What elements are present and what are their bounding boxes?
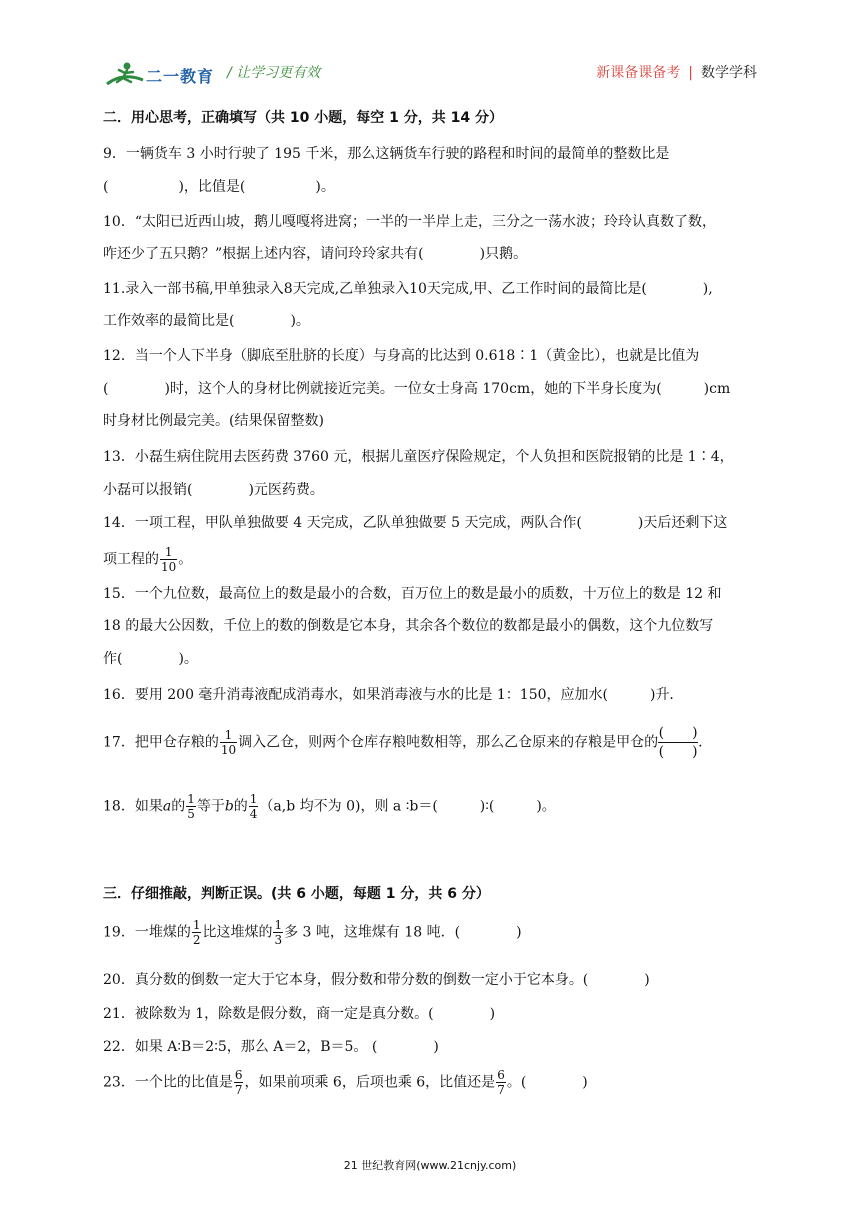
q20-line: 20．真分数的倒数一定大于它本身，假分数和带分数的倒数一定小于它本身。( ) bbox=[103, 972, 650, 988]
logo-text: 二一教育 bbox=[146, 67, 215, 86]
header-tag-subject: 数学学科 bbox=[701, 65, 757, 81]
q9-line-1: 9．一辆货车 3 小时行驶了 195 千米，那么这辆货车行驶的路程和时间的最简单的整数比是 bbox=[103, 146, 670, 162]
q14-text-b: 。 bbox=[178, 551, 193, 568]
q18-text-b: 的 bbox=[171, 798, 186, 815]
q12-line-3: 时身材比例最完美。(结果保留整数) bbox=[103, 413, 324, 429]
q23-text-a: 23．一个比的比值是 bbox=[103, 1074, 233, 1091]
q17-text-c: . bbox=[698, 734, 703, 751]
q19-text-b: 比这堆煤的 bbox=[202, 924, 273, 941]
q19-text-c: 多 3 吨，这堆煤有 18 吨．( ) bbox=[284, 924, 522, 941]
q16-line: 16．要用 200 毫升消毒液配成消毒水，如果消毒液与水的比是 1：150，应加水( )升． bbox=[103, 687, 684, 703]
q14-line-1: 14．一项工程，甲队单独做要 4 天完成，乙队单独做要 5 天完成，两队合作( )天后还剩下这 bbox=[103, 515, 728, 531]
q19-fraction-1 bbox=[192, 918, 202, 947]
q19-frac1-numerator: 1 bbox=[192, 918, 201, 932]
q10-line-2: 咋还少了五只鹅？”根据上述内容，请问玲玲家共有( )只鹅。 bbox=[103, 246, 528, 262]
q17-fraction bbox=[220, 728, 237, 757]
q19-frac2-numerator: 1 bbox=[274, 918, 283, 932]
q18-var-a: a bbox=[162, 798, 172, 815]
q17-text-b: 调入乙仓，则两个仓库存粮吨数相等，那么乙仓原来的存粮是甲仓的 bbox=[238, 734, 659, 751]
q19-fraction-2 bbox=[273, 918, 283, 947]
q13-line-1: 13．小磊生病住院用去医药费 3760 元，根据儿童医疗保险规定，个人负担和医院报销的比是 1∶4， bbox=[103, 449, 734, 465]
q11-line-2: 工作效率的最简比是( )。 bbox=[103, 313, 310, 329]
q18-text-d: 的 bbox=[233, 798, 248, 815]
q14-text-a: 项工程的 bbox=[103, 551, 159, 568]
q18-var-b: b bbox=[224, 798, 234, 815]
q15-line-3: 作( )。 bbox=[103, 651, 198, 667]
section-3-title: 三．仔细推敲，判断正误。(共 6 小题，每题 1 分，共 6 分） bbox=[103, 886, 490, 902]
q18-frac1-denominator: 5 bbox=[187, 807, 195, 821]
q23-frac2-denominator: 7 bbox=[497, 1083, 505, 1097]
q19-frac1-denominator: 2 bbox=[192, 933, 201, 947]
q18-line bbox=[103, 792, 556, 821]
q15-line-1: 15．一个九位数，最高位上的数是最小的合数，百万位上的数是最小的质数，十万位上的数是 12 和 bbox=[103, 586, 722, 602]
q18-text-a: 18．如果 bbox=[103, 798, 163, 815]
q23-fraction-1 bbox=[234, 1068, 244, 1097]
q23-fraction-2 bbox=[496, 1068, 506, 1097]
q17-blank-numerator: ( ) bbox=[658, 725, 698, 741]
q18-frac2-denominator: 4 bbox=[249, 807, 258, 821]
q18-fraction-2 bbox=[249, 792, 259, 821]
q18-frac2-numerator: 1 bbox=[249, 792, 258, 806]
page-header bbox=[0, 0, 860, 100]
q23-text-b: ，如果前项乘 6，后项也乘 6，比值还是 bbox=[244, 1074, 496, 1091]
q15-line-2: 18 的最大公因数，千位上的数的倒数是它本身，其余各个数位的数都是最小的偶数，这个九位数写 bbox=[103, 618, 714, 634]
q17-text-a: 17．把甲仓存粮的 bbox=[103, 734, 219, 751]
q14-line-2 bbox=[103, 545, 192, 574]
q17-blank-fraction bbox=[658, 724, 698, 761]
header-tag-prepare: 新课备课备考 bbox=[596, 65, 681, 81]
q10-line-1: 10．“太阳已近西山坡，鹅儿嘎嘎将进窝；一半的一半岸上走，三分之一荡水波；玲玲认真数了数， bbox=[103, 214, 716, 230]
q21-line: 21．被除数为 1，除数是假分数，商一定是真分数。( ) bbox=[103, 1006, 496, 1022]
slogan: / 让学习更有效 bbox=[227, 65, 321, 81]
q23-text-c: 。( ) bbox=[506, 1074, 588, 1091]
q18-text-e: （a,b 均不为 0)，则 a ∶b＝( )∶( )。 bbox=[259, 798, 556, 815]
q14-frac-denominator: 10 bbox=[161, 560, 177, 574]
q19-frac2-denominator: 3 bbox=[274, 933, 283, 947]
q18-frac1-numerator: 1 bbox=[187, 792, 195, 806]
page-footer: 21 世纪教育网(www.21cnjy.com) bbox=[343, 1159, 517, 1172]
q9-line-2: ( )，比值是( )。 bbox=[103, 179, 335, 195]
q18-fraction-1 bbox=[186, 792, 196, 821]
header-separator: | bbox=[688, 65, 693, 81]
q17-line bbox=[103, 724, 703, 761]
q23-frac1-numerator: 6 bbox=[234, 1068, 243, 1082]
q17-frac-numerator: 1 bbox=[220, 728, 237, 743]
header-right bbox=[596, 62, 757, 82]
q12-line-1: 12．当一个人下半身（脚底至肚脐的长度）与身高的比达到 0.618∶1（黄金比），也就是比值为 bbox=[103, 348, 700, 364]
q12-line-2: ( )时，这个人的身材比例就接近完美。一位女士身高 170cm，她的下半身长度为( )cm bbox=[103, 381, 731, 397]
q19-line bbox=[103, 918, 522, 947]
q17-blank-denominator: ( ) bbox=[658, 744, 698, 760]
q18-text-c: 等于 bbox=[196, 798, 225, 815]
q14-frac-numerator: 1 bbox=[160, 545, 177, 560]
q13-line-2: 小磊可以报销( )元医药费。 bbox=[103, 482, 324, 498]
q11-line-1: 11.录入一部书稿,甲单独录入8天完成,乙单独录入10天完成,甲、乙工作时间的最简比是( ), bbox=[103, 281, 713, 297]
q17-frac-denominator: 10 bbox=[220, 743, 237, 757]
q23-line bbox=[103, 1068, 588, 1097]
q19-text-a: 19．一堆煤的 bbox=[103, 924, 191, 941]
q22-line: 22．如果 A∶B＝2∶5，那么 A＝2，B＝5。 ( ) bbox=[103, 1039, 439, 1055]
q14-fraction bbox=[160, 545, 177, 574]
section-2-title: 二．用心思考，正确填写（共 10 小题，每空 1 分，共 14 分） bbox=[103, 110, 503, 126]
q23-frac2-numerator: 6 bbox=[497, 1068, 505, 1082]
q23-frac1-denominator: 7 bbox=[234, 1083, 243, 1097]
